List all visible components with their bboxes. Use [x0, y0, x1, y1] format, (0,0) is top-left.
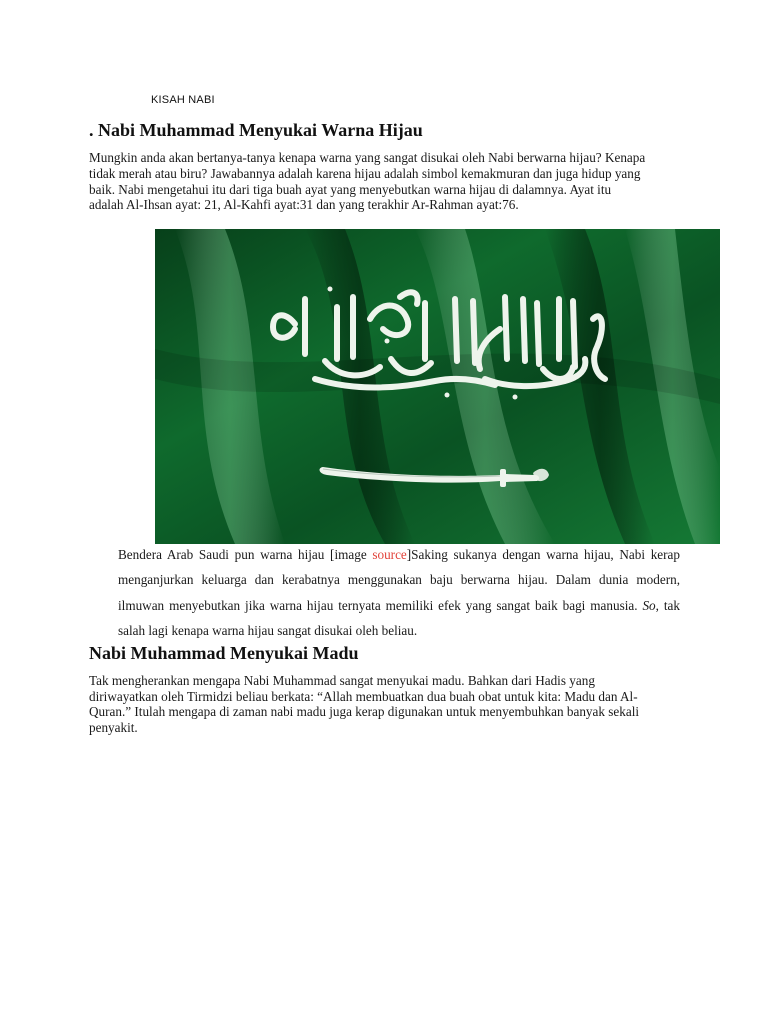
paragraph-line: Quran.” Itulah mengapa di zaman nabi madu juga kerap digunakan untuk menyembuhkan banyak sekali — [89, 704, 640, 720]
image-caption — [118, 542, 680, 643]
image-source-link[interactable]: source — [372, 547, 407, 562]
paragraph-line: Mungkin anda akan bertanya-tanya kenapa warna yang sangat disukai oleh Nabi berwarna hijau? Kenapa — [89, 150, 646, 165]
paragraph-honey — [89, 673, 689, 735]
document-kicker: KISAH NABI — [151, 94, 215, 106]
paragraph-line: adalah Al-Ihsan ayat: 21, Al-Kahfi ayat:31 dan yang terakhir Ar-Rahman ayat:76. — [89, 197, 519, 213]
caption-text: ]Saking sukanya dengan warna hijau, Nabi kerap menganjurkan keluarga dan kerabatnya menggunakan baju berwarna hijau. Dalam dunia modern, ilmuwan menyebutkan jika warna hijau ternyata memiliki efek yang sangat baik bagi manusia. — [118, 547, 680, 613]
paragraph-line: diriwayatkan oleh Tirmidzi beliau berkata: “Allah membuatkan dua buah obat untuk kita: Madu dan Al- — [89, 688, 638, 704]
paragraph-line: penyakit. — [89, 719, 138, 735]
caption-text: Bendera Arab Saudi pun warna hijau [image — [118, 547, 373, 562]
section-heading-green: . Nabi Muhammad Menyukai Warna Hijau — [89, 120, 423, 140]
caption-text: , tak salah lagi kenapa warna hijau sangat disukai oleh beliau. — [118, 597, 680, 638]
paragraph-line: baik. Nabi mengetahui itu dari tiga buah ayat yang menyebutkan warna hijau di dalamnya. Ayat itu — [89, 181, 612, 197]
paragraph-line: tidak merah atau biru? Jawabannya adalah karena hijau adalah simbol kemakmuran dan juga hidup yang — [89, 165, 641, 181]
caption-italic: So — [642, 597, 656, 613]
saudi-flag-image — [155, 229, 720, 544]
paragraph-green — [89, 150, 689, 213]
paragraph-line: Tak mengherankan mengapa Nabi Muhammad sangat menyukai madu. Bahkan dari Hadis yang — [89, 673, 595, 688]
section-heading-honey: Nabi Muhammad Menyukai Madu — [89, 643, 359, 663]
